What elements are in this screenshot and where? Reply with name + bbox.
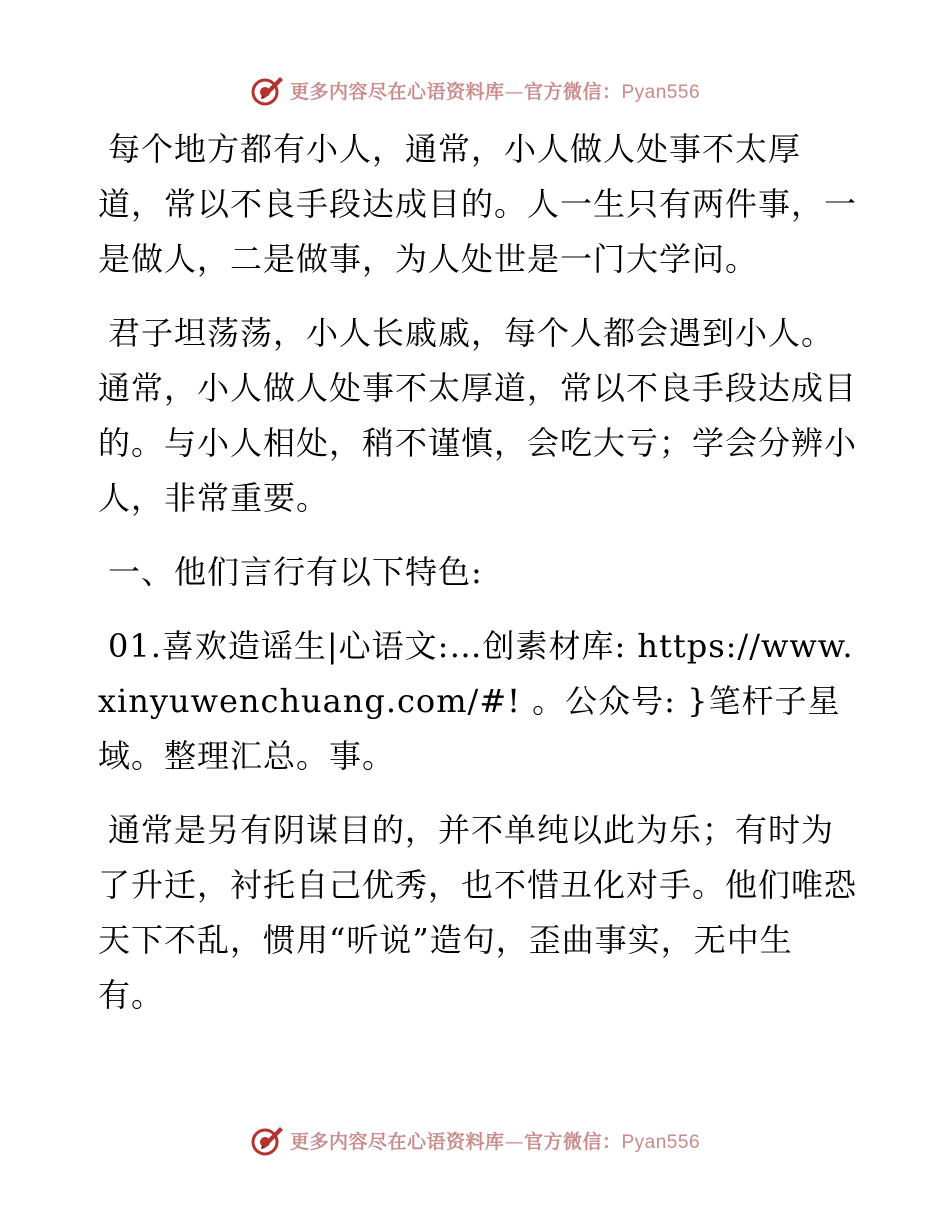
banner-separator: — bbox=[504, 1130, 524, 1153]
paragraph-rumor: 通常是另有阴谋目的，并不单纯以此为乐；有时为了升迁，衬托自己优秀，也不惜丑化对手。他们唯恐天下不乱，惯用“听说”造句，歪曲事实，无中生有。 bbox=[98, 811, 858, 1014]
banner-separator: — bbox=[504, 80, 524, 103]
paragraph-gentleman: 君子坦荡荡，小人长戚戚，每个人都会遇到小人。通常，小人做人处事不太厚道，常以不良手段达成目的。与小人相处，稍不谨慎，会吃大亏；学会分辨小人，非常重要。 bbox=[98, 314, 858, 517]
footer-banner bbox=[0, 1122, 950, 1158]
banner-title: 更多内容尽在心语资料库 bbox=[289, 80, 505, 103]
header-banner bbox=[0, 72, 950, 108]
pen-logo-icon bbox=[250, 1123, 284, 1157]
banner-wechat-label: 官方微信： bbox=[523, 80, 622, 103]
banner-wechat-handle: Pyan556 bbox=[621, 1131, 701, 1153]
paragraph-intro: 每个地方都有小人，通常，小人做人处事不太厚道，常以不良手段达成目的。人一生只有两件事，一是做人，二是做事，为人处世是一门大学问。 bbox=[98, 130, 858, 278]
pen-logo-icon bbox=[250, 73, 284, 107]
banner-title: 更多内容尽在心语资料库 bbox=[289, 1130, 505, 1153]
banner-text bbox=[290, 77, 700, 104]
banner-wechat-handle: Pyan556 bbox=[621, 81, 701, 103]
item-heading-01: 01.喜欢造谣生|心语文:…创素材库: https://www.xinyuwenchuang.com/#! 。公众号: }笔杆子星域。整理汇总。事。 bbox=[98, 627, 854, 775]
banner-text bbox=[290, 1127, 700, 1154]
banner-wechat-label: 官方微信： bbox=[523, 1130, 622, 1153]
section-heading: 一、他们言行有以下特色: bbox=[108, 553, 483, 591]
document-body bbox=[98, 122, 858, 1023]
